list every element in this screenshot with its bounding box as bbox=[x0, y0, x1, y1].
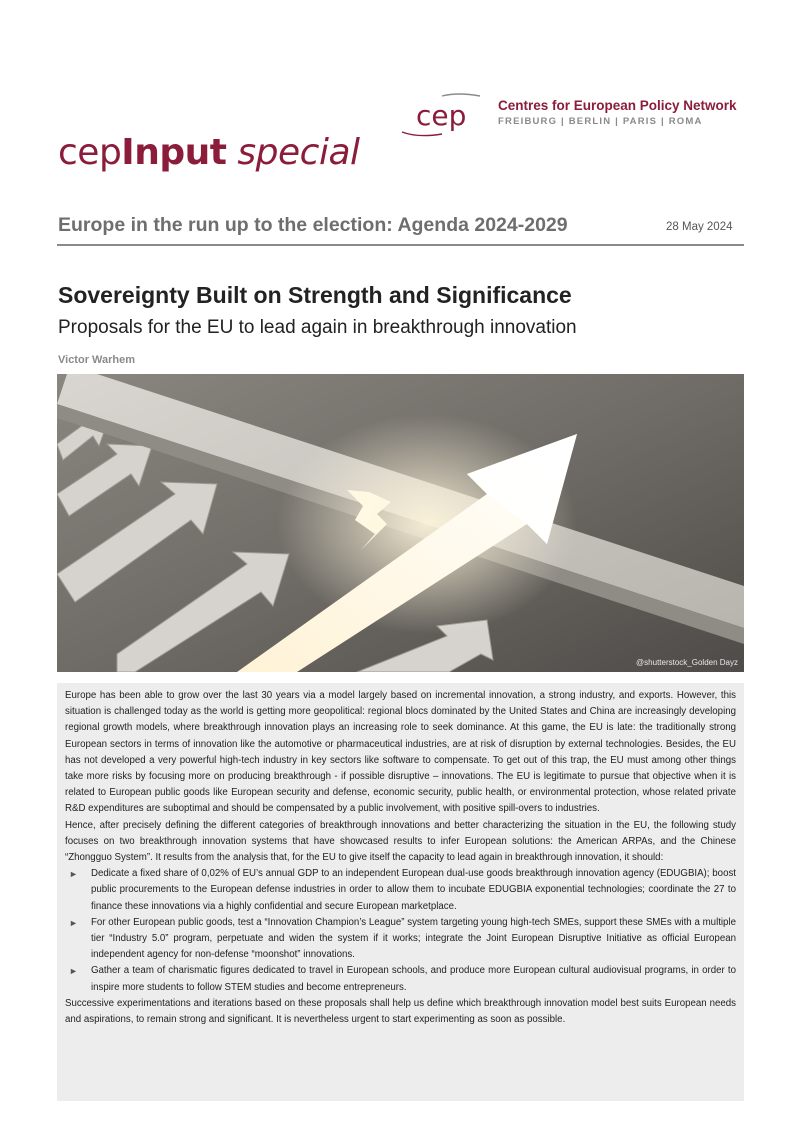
list-item bbox=[65, 963, 736, 995]
hero-image bbox=[57, 374, 744, 672]
series-title-part-special: special bbox=[237, 132, 360, 173]
network-cities: FREIBURG | BERLIN | PARIS | ROMA bbox=[498, 116, 703, 127]
recommendation-text: Gather a team of charismatic figures dedicated to travel in European schools, and produce more European cultural audiovisual programs, in order to inspire more students to follow STEM studies and become entrepreneurs. bbox=[91, 965, 736, 993]
recommendation-text: Dedicate a fixed share of 0,02% of EU’s annual GDP to an independent European dual-use goods breakthrough innovation agency (EDUGBIA); boost public procurements to the European defense industries in order to allow them to incubate EDUGBIA exponential technologies; coordinate the 27 to finance these innovations via a highly confidential and secure European marketplace. bbox=[91, 868, 736, 912]
series-title-part-cep: cep bbox=[58, 132, 122, 173]
document-title: Sovereignty Built on Strength and Significance bbox=[58, 282, 572, 308]
series-title-part-input: Input bbox=[121, 132, 227, 173]
triangle-bullet-icon: ► bbox=[69, 917, 78, 928]
network-name: Centres for European Policy Network bbox=[498, 98, 737, 113]
triangle-bullet-icon: ► bbox=[69, 966, 78, 977]
arrows-breaking-wall-image bbox=[57, 374, 744, 672]
cep-logo-icon bbox=[398, 92, 496, 140]
document-subtitle: Proposals for the EU to lead again in breakthrough innovation bbox=[58, 317, 577, 338]
list-item bbox=[65, 866, 736, 915]
agenda-heading: Europe in the run up to the election: Agenda 2024-2029 bbox=[58, 214, 568, 236]
cep-network-logo bbox=[398, 92, 748, 142]
list-item bbox=[65, 915, 736, 964]
recommendation-text: For other European public goods, test a “Innovation Champion’s League” system targeting young high-tech SMEs, support these SMEs with a multiple tier “Industry 5.0” program, perpetuate and widen the system if it works; integrate the Joint European Disruptive Initiative as official European independent agency for non-defense “moonshot” innovations. bbox=[91, 916, 736, 961]
image-credit: @shutterstock_Golden Dayz bbox=[636, 658, 738, 667]
recommendations-list bbox=[65, 866, 736, 996]
summary-paragraph-1: Europe has been able to grow over the last 30 years via a model largely based on incremental innovation, a strong industry, and exports. However, this situation is challenged today as the world is getting more geopolitical: regional blocs dominated by the United States and China are increasingly developing regional growth models, where breakthrough innovation plays an increasing role to seek dominance. At this game, the EU is late: the traditionally strong European sectors in terms of innovation like the automotive or pharmaceutical industries, are at risk of disruption by external technologies. Besides, the EU has not developed a very powerful high-tech industry in key sectors like software to compensate. To get out of this trap, the EU must among other things take more risks by focusing more on producing breakthrough - if possible disruptive – innovations. The EU is legitimate to pursue that objective when it is related to European public goods like European security and defense, economic security, public health, or environmental protection, whose related private R&D expenditures are suboptimal and should be compensated by a public involvement, with positive spill-overs to industries. bbox=[65, 690, 736, 815]
summary-paragraph-2: Hence, after precisely defining the different categories of breakthrough innovations and better characterizing the situation in the EU, the following study focuses on two breakthrough innovation systems that have showcased results to infer European solutions: the American ARPAs, and the Chinese “Zhongguo System”. It results from the analysis that, for the EU to give itself the capacity to lead again in breakthrough innovation, it should: bbox=[65, 819, 736, 864]
summary-box bbox=[57, 683, 744, 1101]
header-divider bbox=[57, 244, 744, 246]
logo-mark-text: cep bbox=[416, 99, 467, 132]
publication-date: 28 May 2024 bbox=[666, 221, 733, 233]
author-name: Victor Warhem bbox=[58, 354, 136, 366]
triangle-bullet-icon: ► bbox=[69, 869, 78, 880]
series-title bbox=[58, 132, 360, 173]
summary-closing: Successive experimentations and iterations based on these proposals shall help us define which breakthrough innovation model best suits European needs and aspirations, to remain strong and significant. It is nevertheless urgent to start experimenting as soon as possible. bbox=[65, 997, 736, 1026]
